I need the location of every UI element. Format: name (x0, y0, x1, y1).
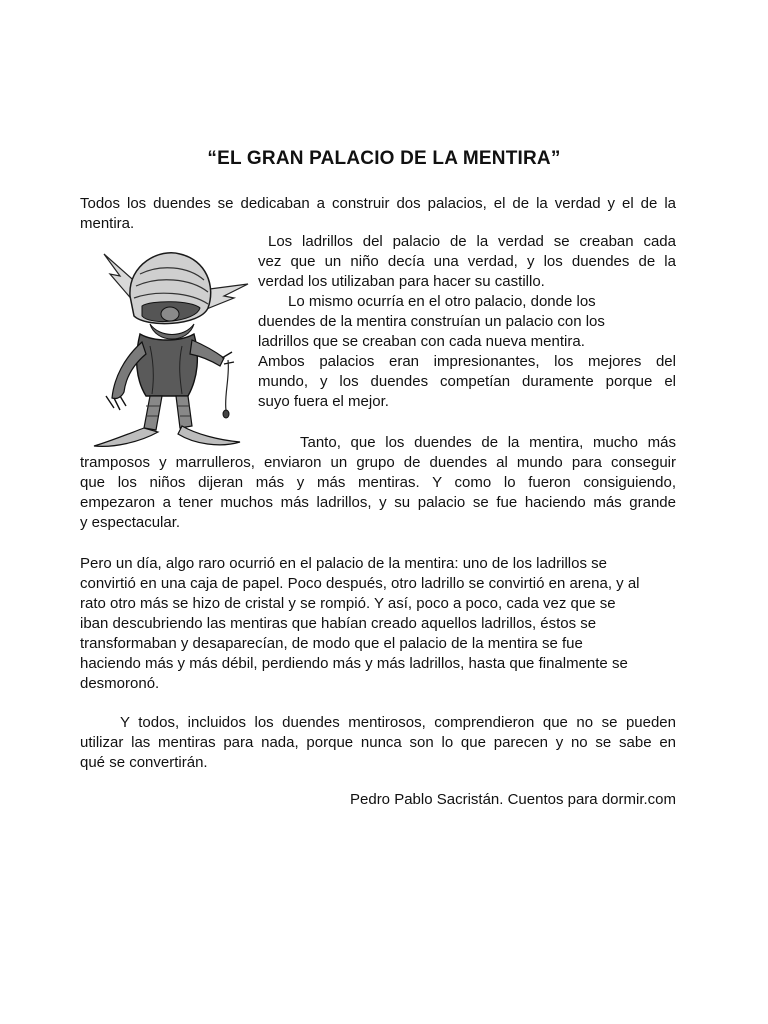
paragraph-line: Pero un día, algo raro ocurrió en el palacio de la mentira: uno de los ladrillos se (80, 555, 607, 572)
side-line: verdad los utilizaban para hacer su castillo. (258, 273, 545, 290)
side-line: suyo fuera el mejor. (258, 393, 389, 410)
side-paragraphs (258, 232, 676, 412)
closing-paragraph (80, 713, 676, 773)
paragraph-line: tramposos y marrulleros, enviaron un grupo de duendes al mundo para conseguir (80, 454, 676, 471)
paragraph-line: desmoronó. (80, 675, 160, 692)
tanto-paragraph (80, 433, 676, 533)
story-title: “EL GRAN PALACIO DE LA MENTIRA” (207, 148, 561, 169)
paragraph-line: Tanto, que los duendes de la mentira, mucho más (300, 434, 676, 451)
paragraph-line: qué se convertirán. (80, 754, 208, 771)
paragraph-line: haciendo más y más débil, perdiendo más y más ladrillos, hasta que finalmente se (80, 655, 628, 672)
side-line: Lo mismo ocurría en el otro palacio, donde los (288, 293, 596, 310)
intro-paragraph: Todos los duendes se dedicaban a construir dos palacios, el de la verdad y el de la mentira. (80, 195, 676, 232)
paragraph-line: Y todos, incluidos los duendes mentirosos, comprendieron que no se pueden (120, 714, 676, 731)
paragraph-line: convirtió en una caja de papel. Poco después, otro ladrillo se convirtió en arena, y al (80, 575, 640, 592)
side-line: Ambos palacios eran impresionantes, los mejores del (258, 353, 676, 370)
paragraph-line: utilizar las mentiras para nada, porque nunca son lo que parecen y no se sabe en (80, 734, 676, 751)
side-line: ladrillos que se creaban con cada nueva mentira. (258, 333, 585, 350)
side-line: duendes de la mentira construían un palacio con los (258, 313, 605, 330)
pero-paragraph (80, 554, 676, 694)
paragraph-line: empezaron a tener muchos más ladrillos, y su palacio se fue haciendo más grande (80, 494, 676, 511)
goblin-illustration (84, 246, 252, 452)
paragraph-line: y espectacular. (80, 514, 181, 531)
author-credit: Pedro Pablo Sacristán. Cuentos para dormir.com (350, 791, 676, 808)
side-line: mundo, y los duendes competían duramente porque el (258, 373, 676, 390)
paragraph-line: que los niños dijeran más y más mentiras. Y como lo fueron consiguiendo, (80, 474, 676, 491)
paragraph-line: iban descubriendo las mentiras que habían creado aquellos ladrillos, éstos se (80, 615, 597, 632)
paragraph-line: rato otro más se hizo de cristal y se rompió. Y así, poco a poco, cada vez que se (80, 595, 616, 612)
paragraph-line: transformaban y desaparecían, de modo que el palacio de la mentira se fue (80, 635, 583, 652)
side-line: vez que un niño decía una verdad, y los duendes de la (258, 253, 676, 270)
side-line: Los ladrillos del palacio de la verdad se creaban cada (268, 233, 676, 250)
